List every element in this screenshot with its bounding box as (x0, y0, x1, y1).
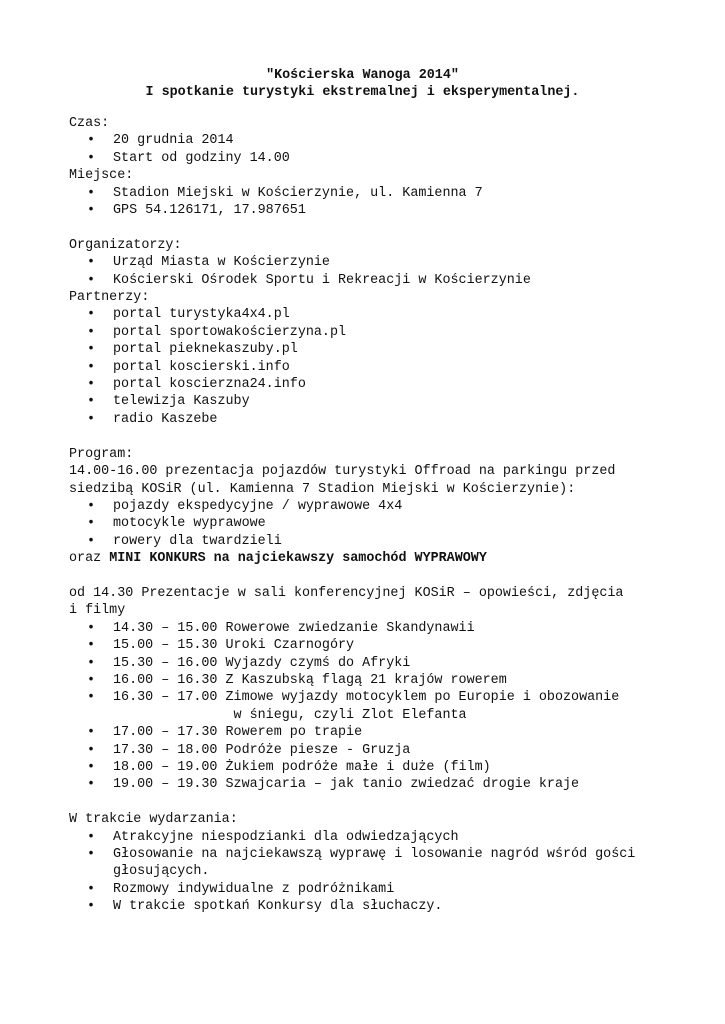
list-item: • 19.00 – 19.30 Szwajcaria – jak tanio zwiedzać drogie kraje (87, 777, 580, 793)
list-item: • telewizja Kaszuby (87, 394, 250, 410)
list-item: • 17.00 – 17.30 Rowerem po trapie (87, 725, 363, 741)
list-item: • radio Kaszebe (87, 411, 218, 427)
bullet-icon: • (87, 255, 96, 271)
contest-line: oraz MINI KONKURS na najciekawszy samochód WYPRAWOWY (69, 551, 487, 567)
list-item: • Kościerski Ośrodek Sportu i Rekreacji w Kościerzynie (87, 272, 531, 288)
bullet-icon: • (87, 655, 96, 671)
bullet-icon: • (87, 620, 96, 636)
bullet-icon: • (87, 185, 96, 201)
list-item: • portal sportowakościerzyna.pl (87, 324, 347, 340)
list-item: • Rozmowy indywidualne z podróżnikami (87, 881, 395, 897)
section-heading-organizatorzy: Organizatorzy: (69, 237, 182, 253)
bullet-icon: • (87, 690, 96, 706)
bullet-icon: • (87, 411, 96, 427)
contest-title: MINI KONKURS na najciekawszy samochód WYPRAWOWY (109, 551, 487, 567)
bullet-icon: • (87, 324, 96, 340)
bullet-icon: • (87, 899, 96, 915)
bullet-icon: • (87, 638, 96, 654)
list-item: • portal pieknekaszuby.pl (87, 342, 298, 358)
document-subtitle: I spotkanie turystyki ekstremalnej i eksperymentalnej. (145, 85, 580, 100)
list-item: • pojazdy ekspedycyjne / wyprawowe 4x4 (87, 498, 403, 514)
section-heading-partnerzy: Partnerzy: (69, 290, 150, 306)
presentations-text: i filmy (69, 603, 126, 619)
bullet-icon: • (87, 759, 96, 775)
bullet-icon: • (87, 203, 96, 219)
list-item: • motocykle wyprawowe (87, 516, 266, 532)
bullet-icon: • (87, 377, 96, 393)
list-item: • portal koscierzna24.info (87, 377, 306, 393)
bullet-icon: • (87, 725, 96, 741)
bullet-icon: • (87, 342, 96, 358)
list-item: • 14.30 – 15.00 Rowerowe zwiedzanie Skandynawii (87, 620, 475, 636)
section-heading-w-trakcie: W trakcie wydarzania: (69, 812, 238, 828)
document-body (69, 115, 669, 916)
bullet-icon: • (87, 498, 96, 514)
bullet-icon: • (87, 533, 96, 549)
bullet-icon: • (87, 150, 96, 166)
bullet-icon: • (87, 777, 96, 793)
list-item: • 16.00 – 16.30 Z Kaszubską flagą 21 krajów rowerem (87, 672, 507, 688)
presentations-text: od 14.30 Prezentacje w sali konferencyjnej KOSiR – opowieści, zdjęcia (69, 585, 624, 601)
program-text: 14.00-16.00 prezentacja pojazdów turystyki Offroad na parkingu przed (69, 464, 616, 480)
list-item: • 17.30 – 18.00 Podróże piesze - Gruzja (87, 742, 411, 758)
list-item: • 15.00 – 15.30 Uroki Czarnogóry (87, 638, 355, 654)
list-item: • Atrakcyjne niespodzianki dla odwiedzających (87, 829, 459, 845)
list-item: • 20 grudnia 2014 (87, 133, 234, 149)
list-item: • W trakcie spotkań Konkursy dla słuchaczy. (87, 899, 443, 915)
list-item: • 18.00 – 19.00 Żukiem podróże małe i duże (film) (87, 759, 491, 775)
bullet-icon: • (87, 133, 96, 149)
bullet-icon: • (87, 359, 96, 375)
bullet-icon: • (87, 829, 96, 845)
list-item: • Urząd Miasta w Kościerzynie (87, 255, 330, 271)
document-title: "Kościerska Wanoga 2014" (266, 68, 459, 83)
list-item: • GPS 54.126171, 17.987651 (87, 203, 306, 219)
list-item: • 15.30 – 16.00 Wyjazdy czymś do Afryki (87, 655, 411, 671)
program-text: siedzibą KOSiR (ul. Kamienna 7 Stadion Miejski w Kościerzynie): (69, 481, 576, 497)
bullet-icon: • (87, 394, 96, 410)
section-heading-miejsce: Miejsce: (69, 168, 134, 184)
bullet-icon: • (87, 881, 96, 897)
list-item: • portal turystyka4x4.pl (87, 307, 290, 323)
list-item: • rowery dla twardzieli (87, 533, 282, 549)
list-item: • 16.30 – 17.00 Zimowe wyjazdy motocyklem po Europie i obozowanie (87, 690, 620, 706)
section-heading-program: Program: (69, 446, 134, 462)
list-item: • Start od godziny 14.00 (87, 150, 290, 166)
bullet-icon: • (87, 847, 96, 862)
list-item-continuation: w śniegu, czyli Zlot Elefanta (113, 707, 467, 723)
bullet-icon: • (87, 742, 96, 758)
bullet-icon: • (87, 672, 96, 688)
section-heading-czas: Czas: (69, 116, 110, 131)
list-item: • portal koscierski.info (87, 359, 290, 375)
bullet-icon: • (87, 516, 96, 532)
bullet-icon: • (87, 272, 96, 288)
bullet-icon: • (87, 307, 96, 323)
list-item: • Stadion Miejski w Kościerzynie, ul. Kamienna 7 (87, 185, 483, 201)
list-item: • Głosowanie na najciekawszą wyprawę i losowanie nagród wśród gości głosujących. (87, 847, 644, 880)
